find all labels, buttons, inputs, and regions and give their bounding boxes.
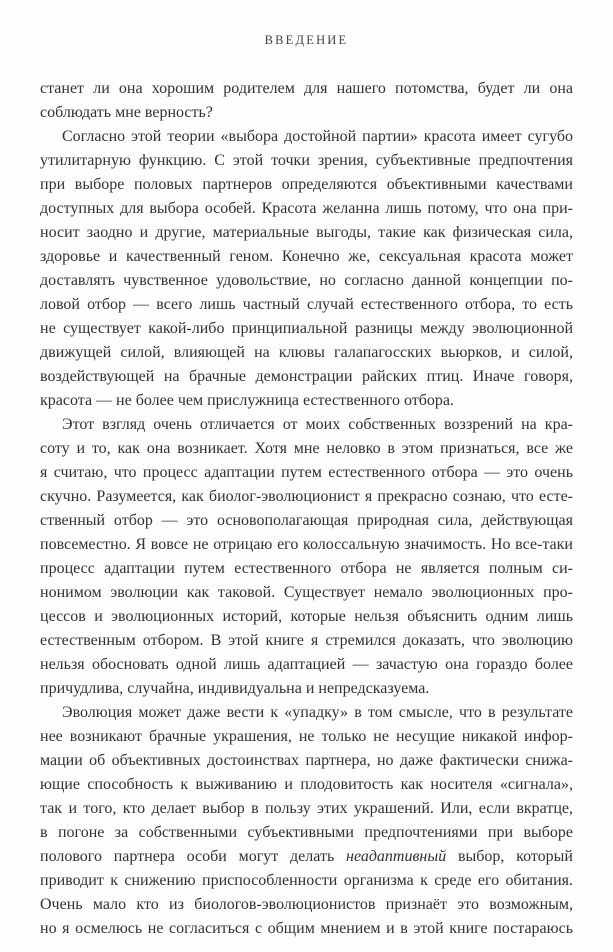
text-segment: цессов и эволюционных историй, которые нельзя объяснить одним лишь bbox=[40, 608, 573, 625]
text-line bbox=[40, 269, 573, 293]
text-segment: ловой отбор — всего лишь частный случай естественного отбора, то есть bbox=[40, 296, 573, 313]
text-line bbox=[40, 389, 573, 413]
text-segment: воздействующей на брачные демонстрации райских птиц. Иначе говоря, bbox=[40, 368, 573, 385]
text-line bbox=[40, 701, 573, 725]
text-segment: соблюдать мне верность? bbox=[40, 104, 213, 121]
text-segment: выбор, который bbox=[446, 848, 573, 865]
text-segment: причудлива, случайна, индивидуальна и непредсказуема. bbox=[40, 680, 430, 697]
text-line bbox=[40, 125, 573, 149]
text-segment: нее возникают брачные украшения, не только не несущие никакой инфор- bbox=[40, 728, 573, 745]
text-line bbox=[40, 173, 573, 197]
text-line bbox=[40, 821, 573, 845]
text-line bbox=[40, 101, 573, 125]
text-segment: так и того, кто делает выбор в пользу этих украшений. Или, если вкратце, bbox=[40, 800, 573, 817]
text-line bbox=[40, 365, 573, 389]
text-segment: красота — не более чем прислужница естественного отбора. bbox=[40, 392, 455, 409]
text-segment: но я осмелюсь не согласиться с общим мнением и в этой книге постараюсь bbox=[40, 920, 573, 937]
text-segment: я считаю, что процесс адаптации путем естественного отбора — это очень bbox=[40, 464, 573, 481]
text-line bbox=[40, 341, 573, 365]
text-segment: Очень мало кто из биологов-эволюционистов признаёт это возможным, bbox=[40, 896, 573, 913]
text-segment: Согласно этой теории «выбора достойной партии» красота имеет сугубо bbox=[62, 128, 573, 145]
text-line bbox=[40, 461, 573, 485]
text-line bbox=[40, 533, 573, 557]
text-line bbox=[40, 221, 573, 245]
text-segment: нельзя обосновать одной лишь адаптацией — зачастую она гораздо более bbox=[40, 656, 573, 673]
text-segment: Этот взгляд очень отличается от моих собственных воззрений на кра- bbox=[62, 416, 573, 433]
text-line bbox=[40, 245, 573, 269]
text-segment: нонимом эволюции как таковой. Существует немало эволюционных про- bbox=[40, 584, 573, 601]
text-segment: доступных для выбора особей. Красота желанна лишь потому, что она при- bbox=[40, 200, 573, 217]
text-line bbox=[40, 773, 573, 797]
text-line bbox=[40, 605, 573, 629]
text-segment: полового партнера особи могут делать bbox=[40, 848, 346, 865]
text-segment: повсеместно. Я вовсе не отрицаю его колоссальную значимость. Но все-таки bbox=[40, 536, 573, 553]
text-segment: естественным отбором. В этой книге я стремился доказать, что эволюцию bbox=[40, 632, 573, 649]
text-line bbox=[40, 197, 573, 221]
text-line bbox=[40, 797, 573, 821]
text-line bbox=[40, 653, 573, 677]
text-line bbox=[40, 77, 573, 101]
text-block bbox=[40, 77, 573, 941]
text-line bbox=[40, 485, 573, 509]
text-line bbox=[40, 557, 573, 581]
text-segment: скучно. Разумеется, как биолог-эволюционист я прекрасно сознаю, что есте- bbox=[40, 488, 573, 505]
text-line bbox=[40, 413, 573, 437]
text-line bbox=[40, 725, 573, 749]
text-line bbox=[40, 629, 573, 653]
text-segment: утилитарную функцию. С этой точки зрения, субъективные предпочтения bbox=[40, 152, 573, 169]
text-line bbox=[40, 581, 573, 605]
text-segment: в погоне за собственными субъективными предпочтениями при выборе bbox=[40, 824, 573, 841]
text-line bbox=[40, 749, 573, 773]
text-segment: приводит к снижению приспособленности организма к среде его обитания. bbox=[40, 872, 573, 889]
text-segment: доставлять чувственное удовольствие, но согласно данной концепции по- bbox=[40, 272, 573, 289]
text-segment: ственный отбор — это основополагающая природная сила, действующая bbox=[40, 512, 573, 529]
text-segment: движущей силой, влияющей на клювы галапагосских вьюрков, и силой, bbox=[40, 344, 573, 361]
text-segment: носит заодно и другие, материальные выгоды, такие как физическая сила, bbox=[40, 224, 573, 241]
text-line bbox=[40, 677, 573, 701]
text-line bbox=[40, 893, 573, 917]
text-segment: станет ли она хорошим родителем для нашего потомства, будет ли она bbox=[40, 80, 573, 97]
text-segment: мации об объективных достоинствах партнера, но даже фактически снижа- bbox=[40, 752, 573, 769]
text-segment: здоровье и качественный геном. Конечно же, сексуальная красота может bbox=[40, 248, 573, 265]
text-segment: соту и то, как она возникает. Хотя мне неловко в этом признаться, все же bbox=[40, 440, 573, 457]
italic-term: неадаптивный bbox=[346, 848, 447, 865]
text-segment: Эволюция может даже вести к «упадку» в том смысле, что в результате bbox=[62, 704, 573, 721]
text-line bbox=[40, 437, 573, 461]
text-line bbox=[40, 149, 573, 173]
text-segment: процесс адаптации путем естественного отбора не является полным си- bbox=[40, 560, 573, 577]
text-segment: при выборе половых партнеров определяются объективными качествами bbox=[40, 176, 573, 193]
text-line bbox=[40, 917, 573, 941]
text-line bbox=[40, 869, 573, 893]
text-line bbox=[40, 509, 573, 533]
chapter-running-head: ВВЕДЕНИЕ bbox=[264, 33, 349, 47]
text-line bbox=[40, 317, 573, 341]
text-segment: ющие способность к выживанию и плодовитость как носителя «сигнала», bbox=[40, 776, 573, 793]
text-line bbox=[40, 293, 573, 317]
text-line bbox=[40, 845, 573, 869]
text-segment: не существует какой-либо принципиальной разницы между эволюционной bbox=[40, 320, 573, 337]
